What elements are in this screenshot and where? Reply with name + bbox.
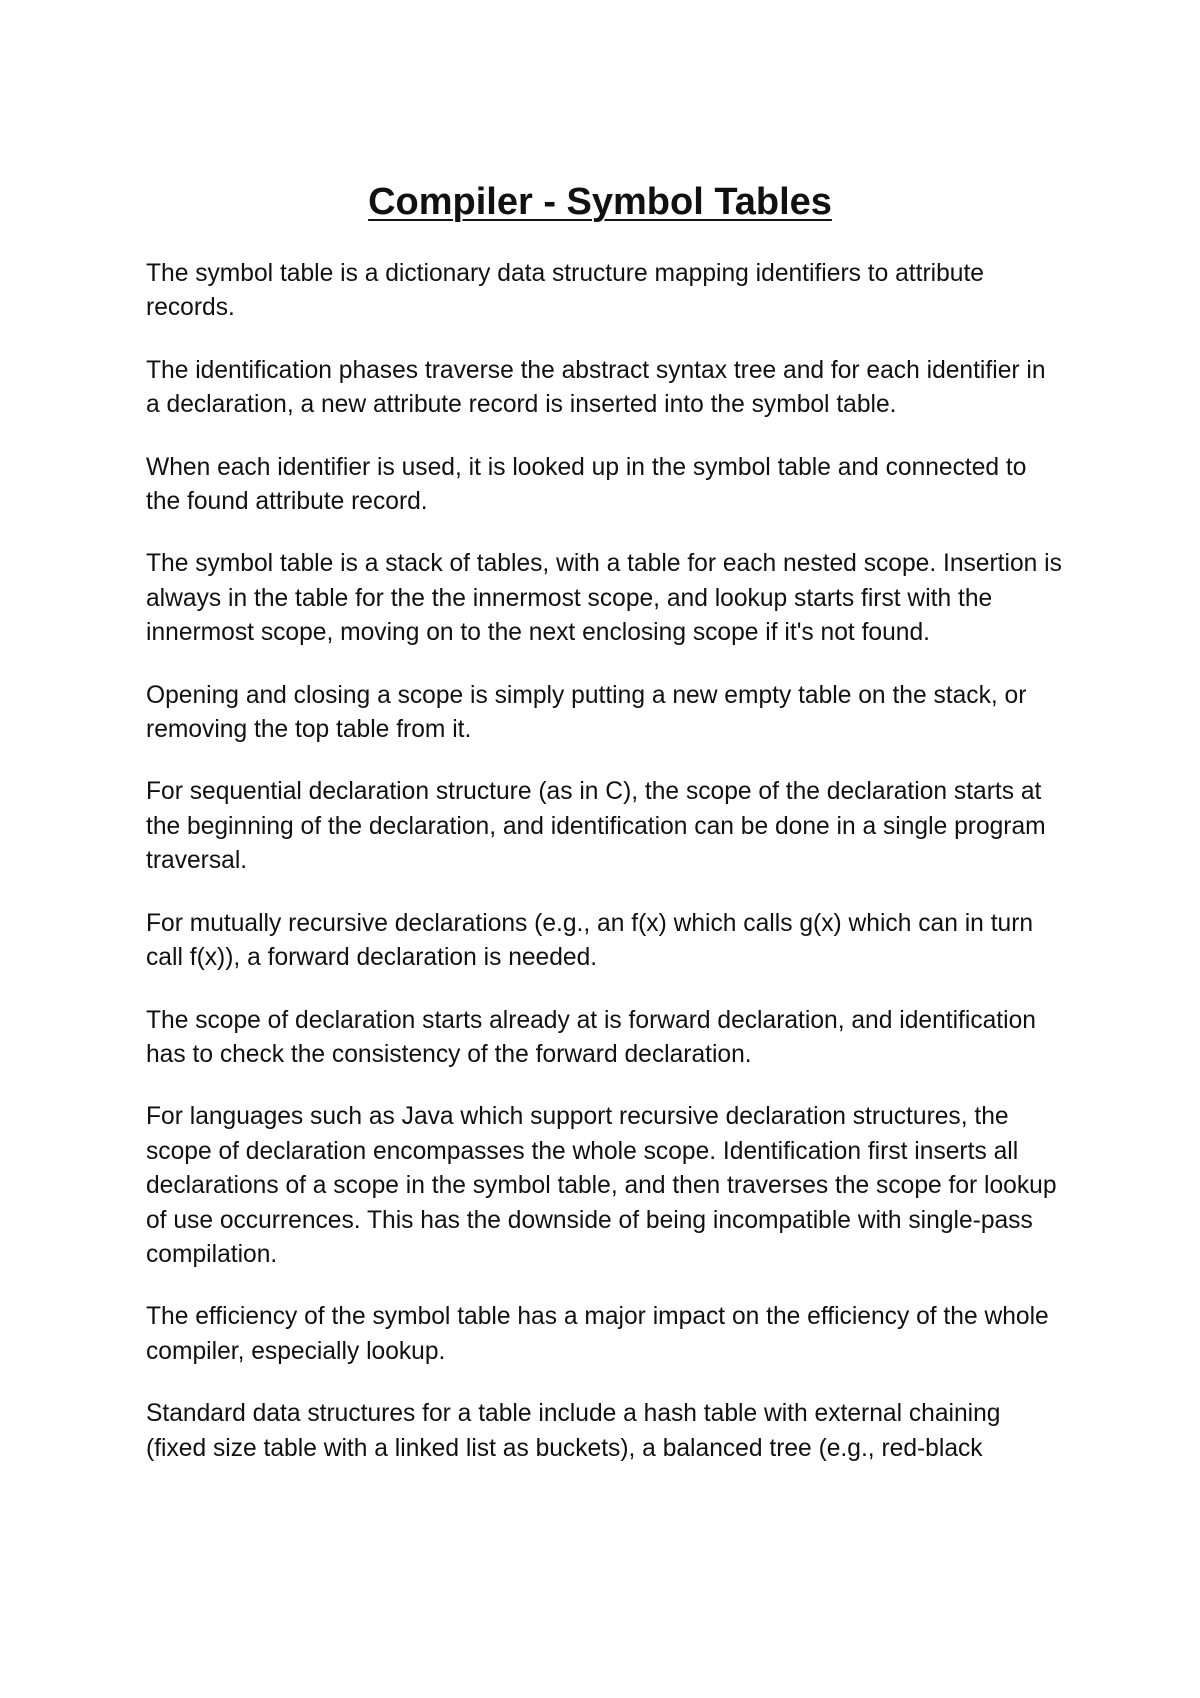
paragraph: For languages such as Java which support recursive declaration structures, the scope of declaration encompasses the whole scope. Identification first inserts all declarations of a scope in the symbol table, and then traverses the scope for lookup of use occurrences. This has the downside of being incompatible with single-pass compilation. xyxy=(146,1103,1057,1268)
paragraph: The efficiency of the symbol table has a major impact on the efficiency of the whole compiler, especially lookup. xyxy=(146,1303,1049,1365)
document-body xyxy=(146,257,1066,1494)
paragraph: When each identifier is used, it is looked up in the symbol table and connected to the found attribute record. xyxy=(146,453,1027,516)
paragraph: Opening and closing a scope is simply putting a new empty table on the stack, or removing the top table from it. xyxy=(146,681,1027,744)
paragraph: For sequential declaration structure (as in C), the scope of the declaration starts at the beginning of the declaration, and identification can be done in a single program traversal. xyxy=(146,778,1046,875)
paragraph: The symbol table is a stack of tables, with a table for each nested scope. Insertion is always in the table for the the innermost scope, and lookup starts first with the innermost scope, moving on to the next enclosing scope if it's not found. xyxy=(146,550,1062,647)
paragraph: For mutually recursive declarations (e.g., an f(x) which calls g(x) which can in turn call f(x)), a forward declaration is needed. xyxy=(146,909,1034,972)
paragraph: The scope of declaration starts already at is forward declaration, and identification has to check the consistency of the forward declaration. xyxy=(146,1006,1036,1068)
paragraph: The identification phases traverse the abstract syntax tree and for each identifier in a declaration, a new attribute record is inserted into the symbol table. xyxy=(146,356,1046,419)
paragraph: The symbol table is a dictionary data structure mapping identifiers to attribute records. xyxy=(146,260,984,322)
document-title: Compiler - Symbol Tables xyxy=(368,181,832,223)
paragraph: Standard data structures for a table include a hash table with external chaining (fixed size table with a linked list as buckets), a balanced tree (e.g., red-black xyxy=(146,1400,1001,1462)
